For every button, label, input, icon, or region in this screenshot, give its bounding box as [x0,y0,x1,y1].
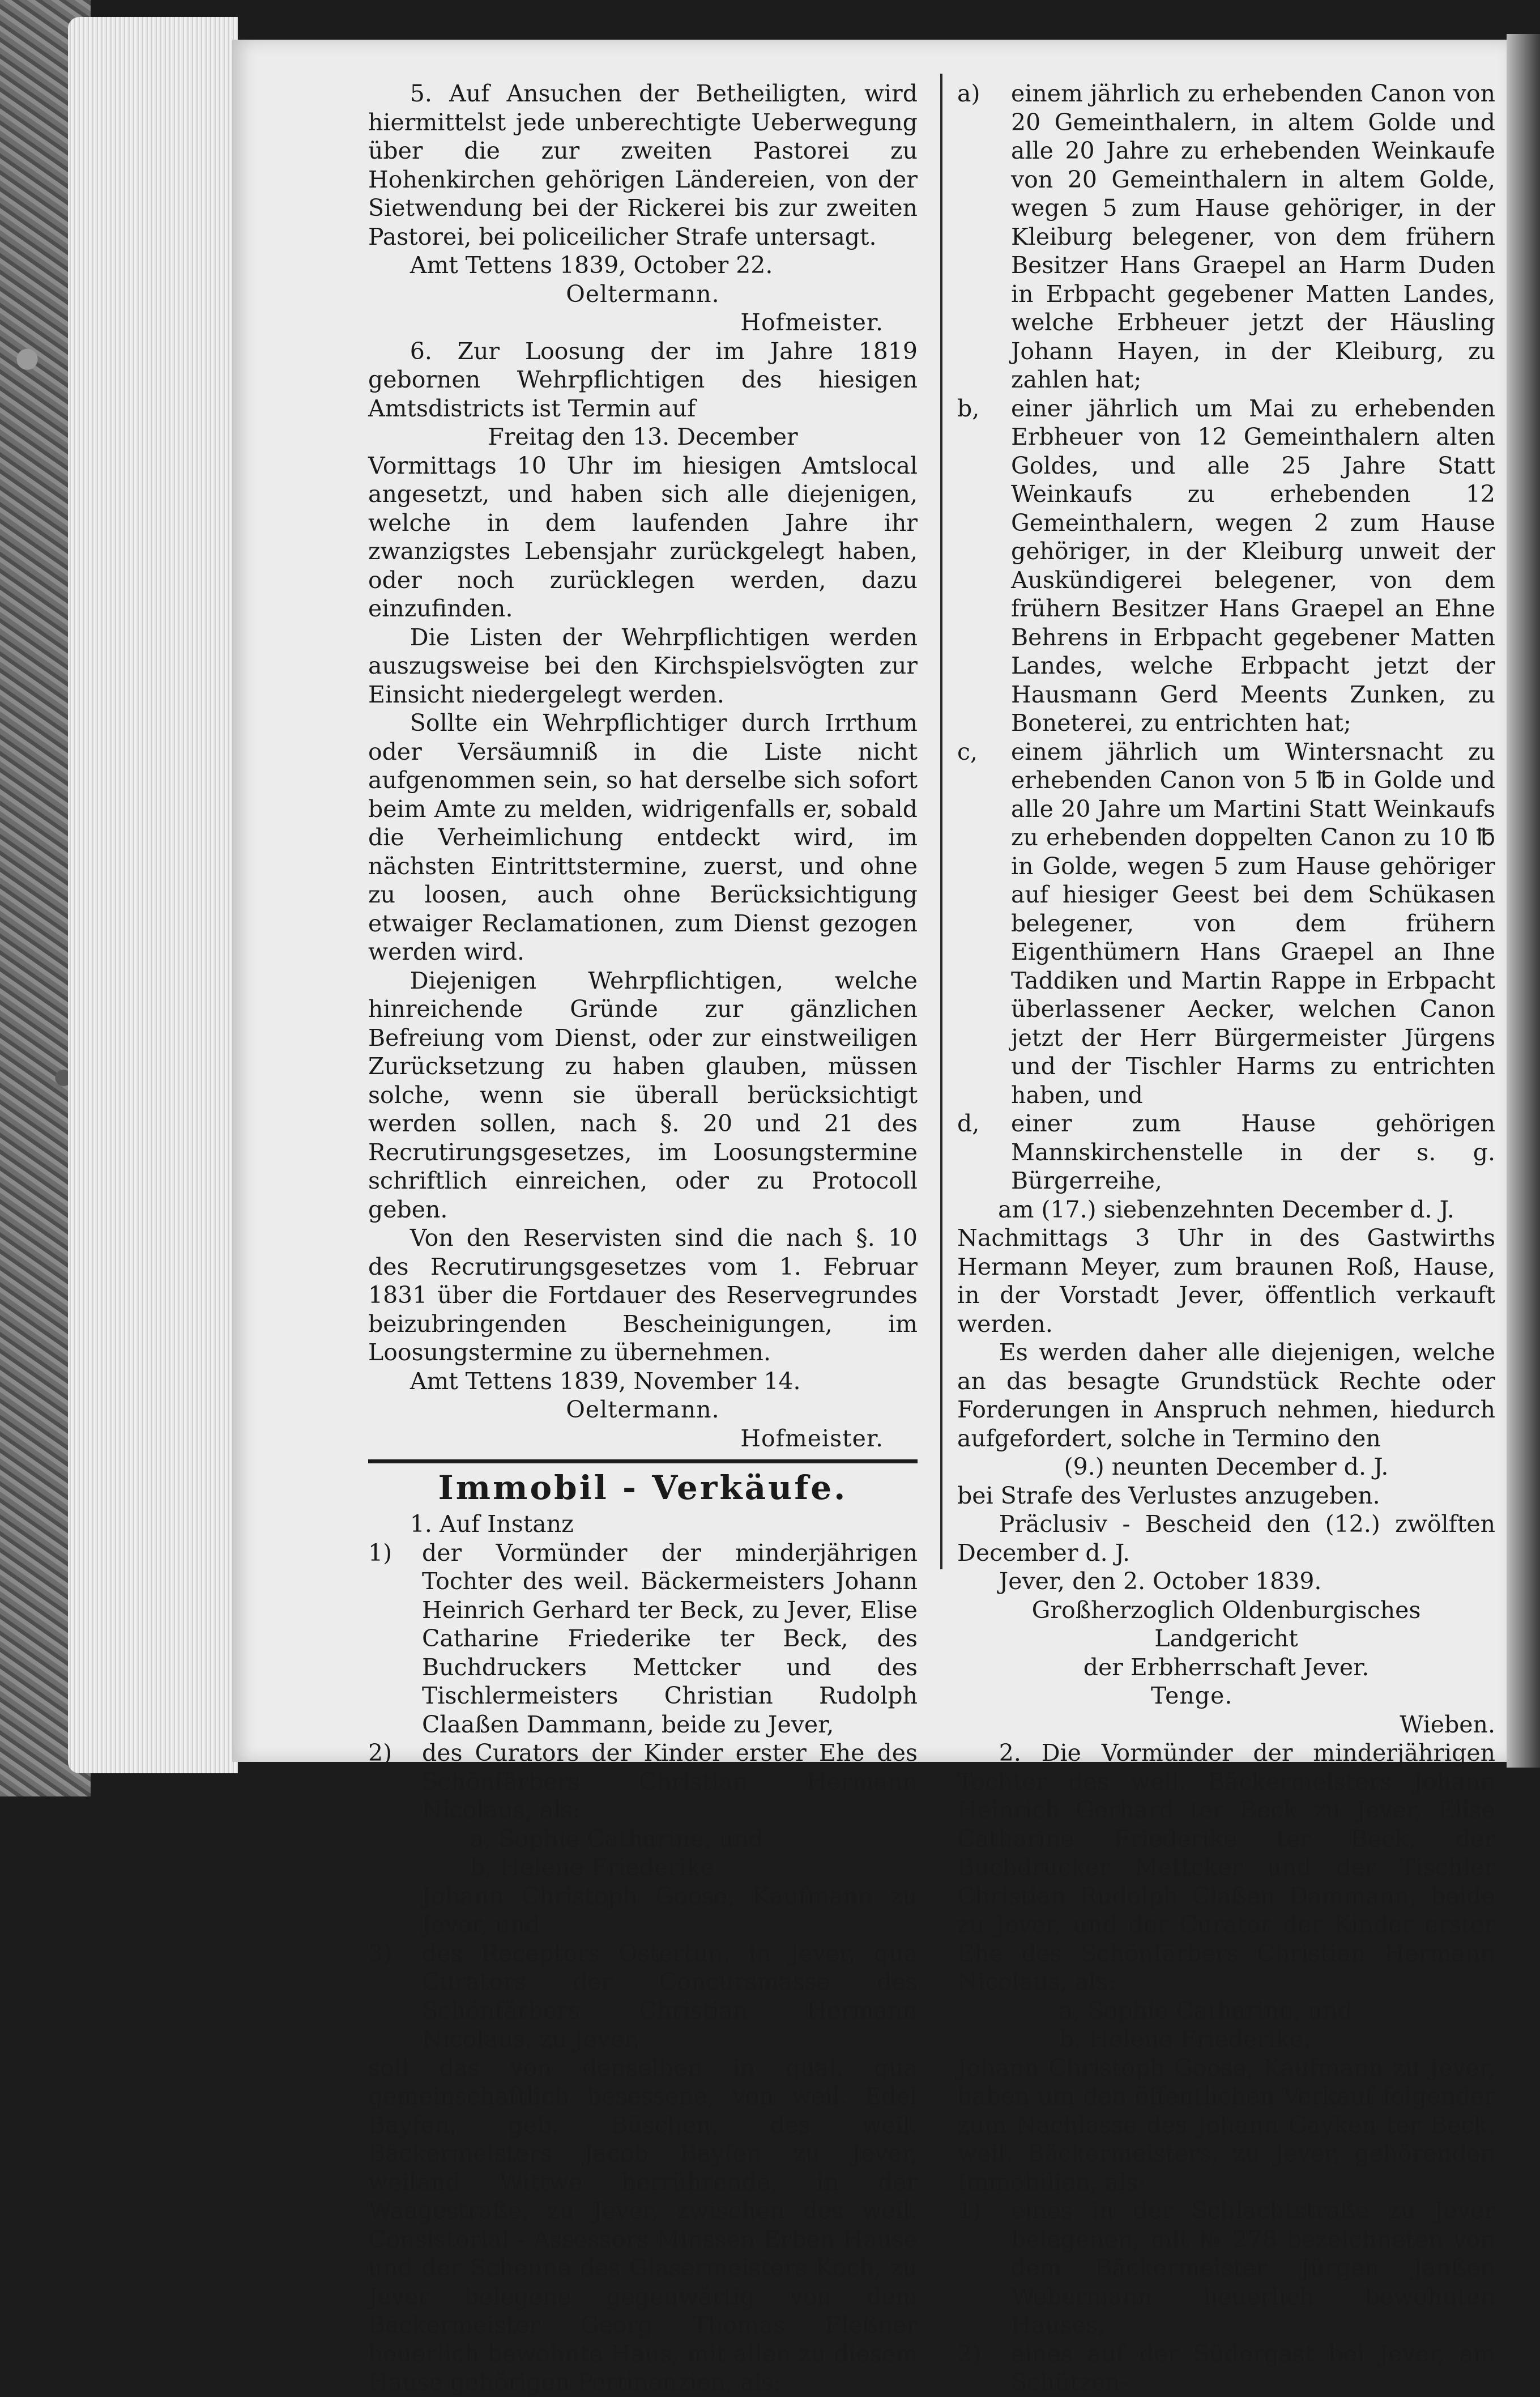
item-label: 3) [368,1939,393,1967]
child-a: a, Sophie Catharine, und [470,1825,763,1853]
notice-6-reservists: Von den Reservisten sind die nach §. 10 des Recrutirungsgesetzes vom 1. Februar 1831 über die Fortdauer des Reservegrundes beizubringenden Bescheinigungen, im Loosungstermine zu übernehmen. [368,1224,918,1366]
notice-2-request: Johann Christoph Goose, Kaufmann zu Jever, haben um den öffentlichen Verkauf folgender zum Nachlasse des Johann Gayken ter Beck, weil. Bäckermeisters, zu Jever, gehörenden Immobilien, als: [957,2054,1495,2196]
sale-description: soll das von denselben in qual. qua gemeinschaftlich besessene, von weil. Edel Bayfen, geb. Büschen, des weil. Bäckermeisters Jacob Bayfen zu Jever, weiland Wittwe herrührende, in der Waagestraße, zu Jever, zwischen des weil. Consistorial - Assessors Minssen Erben Hause und der Scheune des Glasermeisters Koch, zu Jever belegene gegenwärtig von dem Bäckermeister Georg Thomas Fleßner heuerlich bewohnte Haus, mit allen zu diesem Hause gehörigen Pertinenzien, als: [368,2054,918,2396]
instance-item-2 [368,1739,918,1825]
notice-6-intro: 6. Zur Loosung der im Jahre 1819 gebornen Wehrpflichtigen des hiesigen Amtsdistricts ist Termin auf [368,337,918,422]
notice-5-signature-2: Hofmeister. [740,309,884,336]
section-rule [368,1459,918,1463]
property-2 [957,2340,1495,2397]
page-edges [68,17,238,1773]
item-label: b, [957,394,980,422]
item-text: eines in der Schlachtstraße zu Jever belegenen, mit № 278 bezeichneten von dem Bäckermeister Jürgen Janßen Webermann heuerlich bewohnten Hauses, [1011,2197,1495,2339]
binding-shadow [1507,34,1540,1768]
pertinence-c [957,738,1495,1110]
notice-5-signature-1: Oeltermann. [566,280,720,308]
court-signature-2: Wieben. [1400,1710,1495,1738]
notice-6-signature-1: Oeltermann. [566,1396,720,1423]
section-heading: Immobil - Verkäufe. [438,1468,848,1507]
creditor-call: Es werden daher alle diejenigen, welche an das besagte Grundstück Rechte oder Forderungen in Anspruch nehmen, hiedurch aufgefordert, solche in Termino den [957,1339,1495,1452]
instance-item-1 [368,1539,918,1739]
creditor-call-end: bei Strafe des Verlustes anzugeben. [957,1481,1380,1509]
item-text: einer jährlich um Mai zu erhebenden Erbheuer von 12 Gemeinthalern alten Goldes, und alle 25 Jahre Statt Weinkaufs zu erhebenden 12 Gemeinthalern, wegen 2 zum Hause gehöriger, in der Kleiburg unweit der Auskündigerei belegener, von dem frühern Besitzer Hans Graepel an Ehne Behrens in Erbpacht gegebener Matten Landes, welche Erbpacht jetzt der Hausmann Gerd Meents Zunken, zu Boneterei, zu entrichten hat; [1011,394,1495,736]
preclusive-notice: Präclusiv - Bescheid den (12.) zwölften December d. J. [957,1510,1495,1566]
item-text: einer zum Hause gehörigen Mannskirchenstelle in der s. g. Bürgerreihe, [1011,1110,1495,1194]
creditor-call-date: (9.) neunten December d. J. [1064,1453,1389,1480]
column-divider [940,74,942,1569]
notice-2-child-b: b, Helene Friederike, [1059,2025,1311,2053]
guardian-line: Johann Christoph Goose, Kaufmann zu Jever, und [422,1882,918,1938]
item-label: 1) [957,2197,982,2224]
pertinence-d [957,1109,1495,1195]
notice-6-body: Vormittags 10 Uhr im hiesigen Amtslocal angesetzt, und haben sich alle diejenigen, welche in dem laufenden Jahre ihr zwanzigstes Lebensjahr zurückgelegt haben, oder noch zurücklegen werden, dazu einzufinden. [368,452,918,622]
item-label: 2) [368,1739,393,1766]
item-label: a) [957,80,980,107]
pertinence-b [957,394,1495,738]
notice-6-date-line: Freitag den 13. December [488,423,798,450]
jever-date: Jever, den 2. October 1839. [999,1568,1322,1595]
item-text: eines auf der Südergast bei Jever, am Schützen- [1011,2340,1495,2396]
item-label: 2) [957,2340,982,2368]
instance-item-3 [368,1939,918,2054]
item-label: d, [957,1110,980,1137]
property-1 [957,2196,1495,2340]
right-column [957,79,1495,2397]
notice-6-signature-2: Hofmeister. [740,1424,884,1452]
notice-6-omission: Sollte ein Wehrpflichtiger durch Irrthum oder Versäumniß in die Liste nicht aufgenommen sein, so hat derselbe sich sofort beim Amte zu melden, widrigenfalls er, sobald die Verheimlichung entdeckt wird, im nächsten Eintrittstermine, zuerst, und ohne zu loosen, auch ohne Berücksichtigung etwaiger Reclamationen, zum Dienst gezogen werden wird. [368,709,918,965]
notice-6-exemptions: Diejenigen Wehrpflichtigen, welche hinreichende Gründe zur gänzlichen Befreiung vom Dienst, oder zur einstweiligen Zurücksetzung zu haben glauben, müssen solche, wenn sie überall berücksichtigt werden sollen, nach §. 20 und 21 des Recrutirungsgesetzes, im Loosungstermine schriftlich einreichen, oder zu Protocoll geben. [368,967,918,1223]
notice-2: 2. Die Vormünder der minderjährigen Tochter des weil. Bäckermeisters Johann Heinrich Gerhard ter Beck zu Jever, Elise Catharine Friederike ter Beck, der Buchdrucker Mettcker und der Tischler Christian Rudolph Claßen Dammann, beide zu Jever, und der Curator der Kinder erster Ehe des Schönfärbers Christian Hermann Nicolaus, als: [957,1739,1495,1995]
item-label: 1) [368,1539,393,1566]
notice-2-child-a: a, Sophie Catharine, und [1059,1996,1353,2024]
notice-5-date: Amt Tettens 1839, October 22. [409,252,773,279]
notice-6-date: Amt Tettens 1839, November 14. [409,1367,801,1395]
left-column [368,79,918,2397]
child-b: b, Helene Friederike [470,1854,715,1881]
court-signature-1: Tenge. [1151,1682,1233,1709]
auction-place: Nachmittags 3 Uhr in des Gastwirths Hermann Meyer, zum braunen Roß, Hause, in der Vorstadt Jever, öffentlich verkauft werden. [957,1224,1495,1338]
item-text: einem jährlich zu erhebenden Canon von 20 Gemeinthalern, in altem Golde und alle 20 Jahre zu erhebenden Weinkaufe von 20 Gemeinthalern in altem Golde, wegen 5 zum Hause gehöriger, in der Kleiburg belegener, von dem frühern Besitzer Hans Graepel an Harm Duden in Erbpacht gegebener Matten Landes, welche Erbheuer jetzt der Häusling Johann Hayen, in der Kleiburg, zu zahlen hat; [1011,80,1495,393]
notice-6-lists: Die Listen der Wehrpflichtigen werden auszugsweise bei den Kirchspielsvögten zur Einsicht niedergelegt werden. [368,623,918,708]
item-label: c, [957,738,978,765]
court-jurisdiction: der Erbherrschaft Jever. [1083,1653,1370,1681]
pertinence-a [957,79,1495,394]
item-text: des Receptors Ostertun, in Jever, qua Curators der Concursmasse des Schönfärbers Christian Hermann Nicolaus, zu Jever, [422,1939,918,2053]
item-text: der Vormünder der minderjährigen Tochter des weil. Bäckermeisters Johann Heinrich Gerhard ter Beck, zu Jever, Elise Catharine Friederike ter Beck, des Buchdruckers Mettcker und des Tischlermeisters Christian Rudolph Claaßen Dammann, beide zu Jever, [422,1539,918,1738]
auction-date: am (17.) siebenzehnten December d. J. [998,1195,1454,1223]
item-text: des Curators der Kinder erster Ehe des Schönfärbers Christian Hermann Nicolaus, als: [422,1739,918,1824]
instance-line: 1. Auf Instanz [409,1510,574,1538]
court-name: Großherzoglich Oldenburgisches Landgericht [1031,1596,1421,1652]
item-text: einem jährlich um Wintersnacht zu erhebenden Canon von 5 ℔ in Golde und alle 20 Jahre um Martini Statt Weinkaufs zu erhebenden doppelten Canon zu 10 ℔ in Golde, wegen 5 zum Hause gehöriger auf hiesiger Geest bei dem Schükasen belegener, von dem frühern Eigenthümern Hans Graepel an Ihne Taddiken und Martin Rappe in Erbpacht überlassener Aecker, welchen Canon jetzt der Herr Bürgermeister Jürgens und der Tischler Harms zu entrichten haben, und [1011,738,1495,1109]
notice-5: 5. Auf Ansuchen der Betheiligten, wird hiermittelst jede unberechtigte Ueberwegung über die zur zweiten Pastorei zu Hohenkirchen gehörigen Ländereien, von der Sietwendung bei der Rickerei bis zur zweiten Pastorei, bei policeilicher Strafe untersagt. [368,80,918,250]
